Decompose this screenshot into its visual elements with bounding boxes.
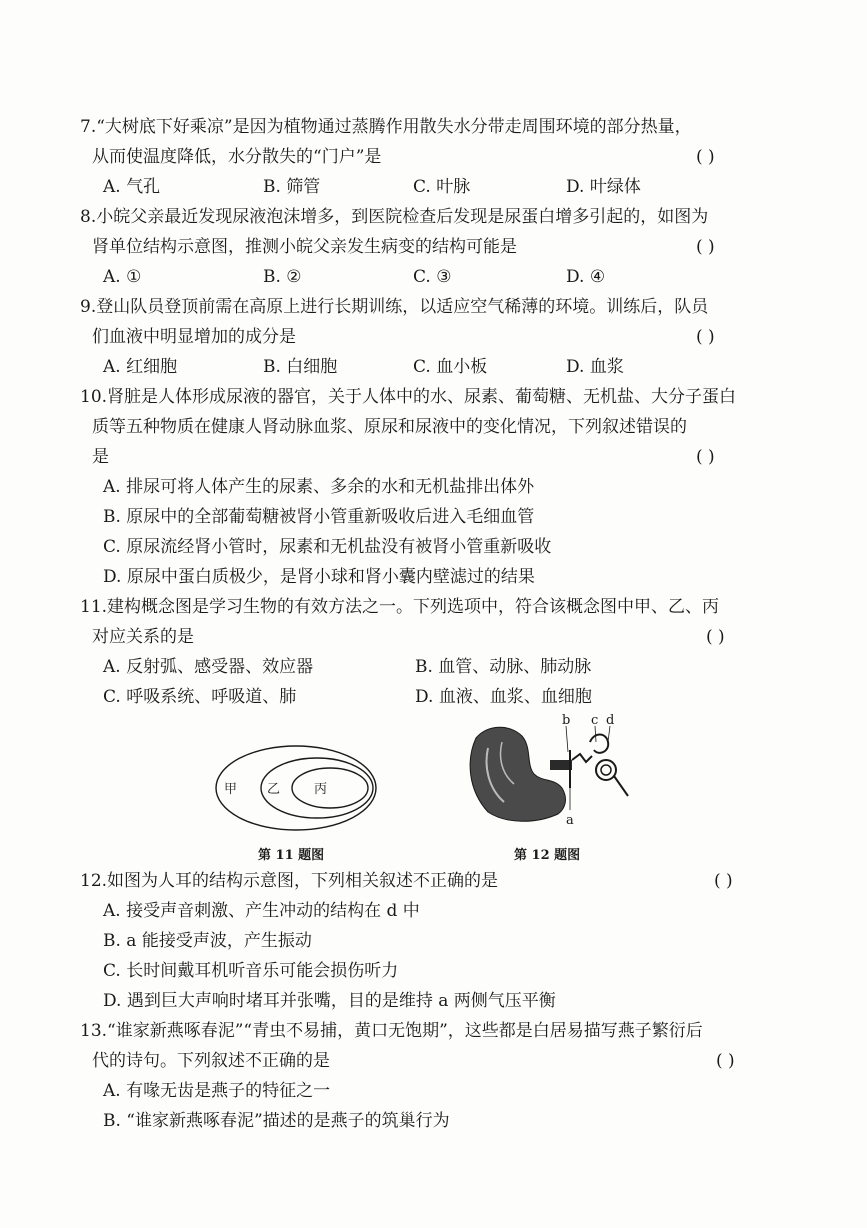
option-a: A. 接受声音刺激、产生冲动的结构在 d 中 [103,901,420,921]
question-12-line-1: 12.如图为人耳的结构示意图，下列相关叙述不正确的是 [80,871,499,891]
option-c: C. 呼吸系统、呼吸道、肺 [103,687,297,707]
option-b: B. 白细胞 [263,357,338,377]
figure-12-ear-diagram [458,712,638,832]
question-10-line-2: 质等五种物质在健康人肾动脉血浆、原尿和尿液中的变化情况，下列叙述错误的 [92,417,687,437]
option-b: B. 筛管 [263,177,321,197]
option-a: A. ① [103,267,142,287]
option-d: D. 血液、血浆、血细胞 [415,687,592,707]
cochlea [596,760,616,780]
figure-11-concept-map [210,738,410,838]
answer-bracket[interactable]: ( ) [696,327,715,347]
answer-bracket[interactable]: ( ) [716,1051,735,1071]
question-10-line-3: 是 [92,447,109,467]
option-d: D. 遇到巨大声响时堵耳并张嘴，目的是维持 a 两侧气压平衡 [103,991,556,1011]
ear-canal [550,760,572,770]
option-c: C. ③ [413,267,452,287]
label-jia: 甲 [224,782,238,797]
question-13-line-2: 代的诗句。下列叙述不正确的是 [92,1051,330,1071]
option-c: C. 血小板 [413,357,488,377]
figure-12-caption: 第 12 题图 [514,848,581,863]
option-a: A. 气孔 [103,177,161,197]
answer-bracket[interactable]: ( ) [714,871,733,891]
option-a: A. 红细胞 [103,357,178,377]
question-7-line-1: 7.“大树底下好乘凉”是因为植物通过蒸腾作用散失水分带走周围环境的部分热量， [80,117,692,137]
label-bing: 丙 [314,782,328,797]
option-c: C. 长时间戴耳机听音乐可能会损伤听力 [103,961,399,981]
option-b: B. 原尿中的全部葡萄糖被肾小管重新吸收后进入毛细血管 [103,507,535,527]
option-a: A. 反射弧、感受器、效应器 [103,657,314,677]
ossicles [572,754,592,762]
option-b: B. a 能接受声波，产生振动 [103,931,312,951]
label-d: d [606,713,615,728]
label-yi: 乙 [267,782,281,797]
outer-ear-shape [470,727,565,821]
option-c: C. 原尿流经肾小管时，尿素和无机盐没有被肾小管重新吸收 [103,537,552,557]
question-9-line-2: 们血液中明显增加的成分是 [92,327,296,347]
option-c: C. 叶脉 [413,177,471,197]
option-d: D. ④ [566,267,606,287]
option-d: D. 叶绿体 [566,177,641,197]
question-13-line-1: 13.“谁家新燕啄春泥”“青虫不易捕，黄口无饱期”，这些都是白居易描写燕子繁衍后 [80,1021,703,1041]
label-c: c [591,713,599,728]
option-d: D. 原尿中蛋白质极少，是肾小球和肾小囊内壁滤过的结果 [103,567,535,587]
option-a: A. 排尿可将人体产生的尿素、多余的水和无机盐排出体外 [103,477,535,497]
option-b: B. 血管、动脉、肺动脉 [415,657,592,677]
question-7-line-2: 从而使温度降低，水分散失的“门户”是 [92,147,382,167]
option-b: B. ② [263,267,302,287]
option-b: B. “谁家新燕啄春泥”描述的是燕子的筑巢行为 [103,1111,450,1131]
semicircular-canals [590,735,608,753]
option-d: D. 血浆 [566,357,624,377]
label-a: a [566,813,574,828]
question-8-line-2: 肾单位结构示意图，推测小皖父亲发生病变的结构可能是 [92,237,517,257]
question-10-line-1: 10.肾脏是人体形成尿液的器官，关于人体中的水、尿素、葡萄糖、无机盐、大分子蛋白 [80,387,737,407]
label-b: b [562,713,571,728]
answer-bracket[interactable]: ( ) [696,147,715,167]
figure-11-caption: 第 11 题图 [258,848,325,863]
question-8-line-1: 8.小皖父亲最近发现尿液泡沫增多，到医院检查后发现是尿蛋白增多引起的，如图为 [80,207,709,227]
answer-bracket[interactable]: ( ) [706,627,725,647]
question-11-line-2: 对应关系的是 [92,627,194,647]
answer-bracket[interactable]: ( ) [696,237,715,257]
option-a: A. 有喙无齿是燕子的特征之一 [103,1081,331,1101]
question-11-line-1: 11.建构概念图是学习生物的有效方法之一。下列选项中，符合该概念图中甲、乙、丙 [80,597,720,617]
question-9-line-1: 9.登山队员登顶前需在高原上进行长期训练，以适应空气稀薄的环境。训练后，队员 [80,297,709,317]
answer-bracket[interactable]: ( ) [696,447,715,467]
